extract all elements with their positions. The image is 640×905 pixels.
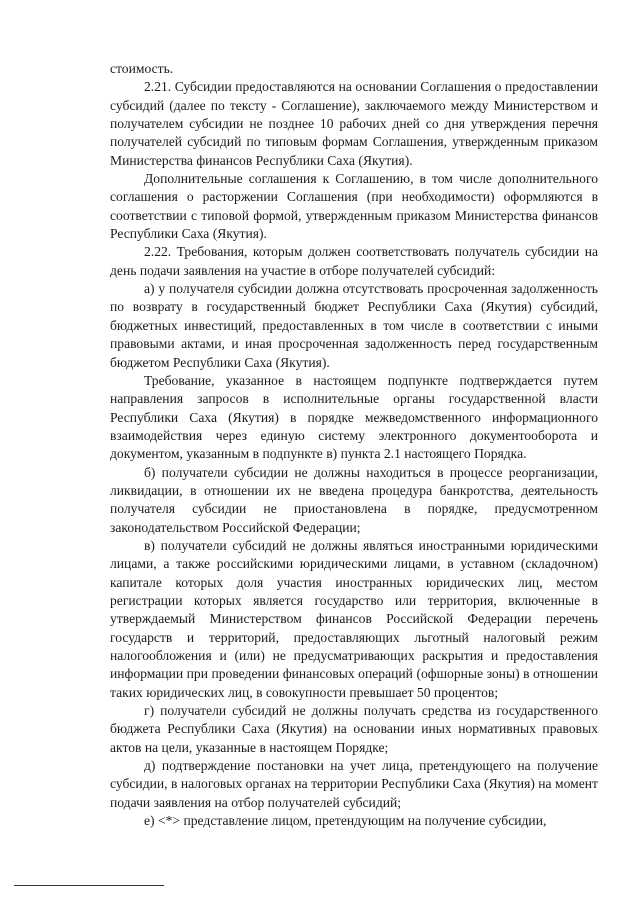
paragraph-continuation: стоимость. bbox=[110, 61, 174, 76]
paragraph-item-g: г) получатели субсидий не должны получать средства из государственного бюджета Республики Саха (Якутия) на основании иных нормативных правовых актов на цели, указанные в настоящем Порядке; bbox=[110, 703, 598, 755]
document-body bbox=[110, 60, 598, 830]
paragraph-item-d: д) подтверждение постановки на учет лица, претендующего на получение субсидии, в налоговых органах на территории Республики Саха (Якутия) на момент подачи заявления на отбор получателей субсидий; bbox=[110, 758, 598, 810]
paragraph-item-b: б) получатели субсидии не должны находиться в процессе реорганизации, ликвидации, в отношении их не введена процедура банкротства, деятельность получателя субсидии не приостановлена в порядке, предусмотренном законодательством Российской Федерации; bbox=[110, 464, 598, 535]
paragraph-item-e: е) <*> представление лицом, претендующим на получение субсидии, bbox=[144, 813, 547, 829]
paragraph-2-21: 2.21. Субсидии предоставляются на основании Соглашения о предоставлении субсидий (далее по тексту - Соглашение), заключаемого между Министерством и получателем субсидии не позднее 10 рабочих дней со дня утверждения перечня получателей субсидий по типовым формам Соглашения, утвержденным приказом Министерства финансов Республики Саха (Якутия). bbox=[110, 79, 598, 168]
paragraph-requirement-confirmation: Требование, указанное в настоящем подпункте подтверждается путем направления запросов в исполнительные органы государственной власти Республики Саха (Якутия) в порядке межведомственного информационного взаимодействия через единую систему электронного документооборота и документом, указанным в подпункте в) пункта 2.1 настоящего Порядка. bbox=[110, 372, 598, 462]
paragraph-additional-agreements: Дополнительные соглашения к Соглашению, в том числе дополнительного соглашения о расторжении Соглашения (при необходимости) оформляются в соответствии с типовой формой, утвержденным приказом Министерства финансов Республики Саха (Якутия). bbox=[110, 171, 598, 242]
paragraph-item-a: а) у получателя субсидии должна отсутствовать просроченная задолженность по возврату в государственный бюджет Республики Саха (Якутия) субсидий, бюджетных инвестиций, предоставленных в том числе в соответствии с иными правовыми актами, и иная просроченная задолженность перед государственным бюджетом Республики Саха (Якутия). bbox=[110, 281, 598, 370]
footnote-separator-line bbox=[14, 885, 164, 886]
paragraph-item-v: в) получатели субсидий не должны являться иностранными юридическими лицами, а также российскими юридическими лицами, в уставном (складочном) капитале которых доля участия иностранных юридических лиц, местом регистрации которых является государство или территория, включенные в утверждаемый Министерством финансов Российской Федерации перечень государств и территорий, предоставляющих льготный налоговый режим налогообложения и (или) не предусматривающих раскрытия и предоставления информации при проведении финансовых операций (офшорные зоны) в отношении таких юридических лиц, в совокупности превышает 50 процентов; bbox=[110, 537, 598, 700]
paragraph-2-22: 2.22. Требования, которым должен соответствовать получатель субсидии на день подачи заявления на участие в отборе получателей субсидий: bbox=[110, 244, 598, 278]
